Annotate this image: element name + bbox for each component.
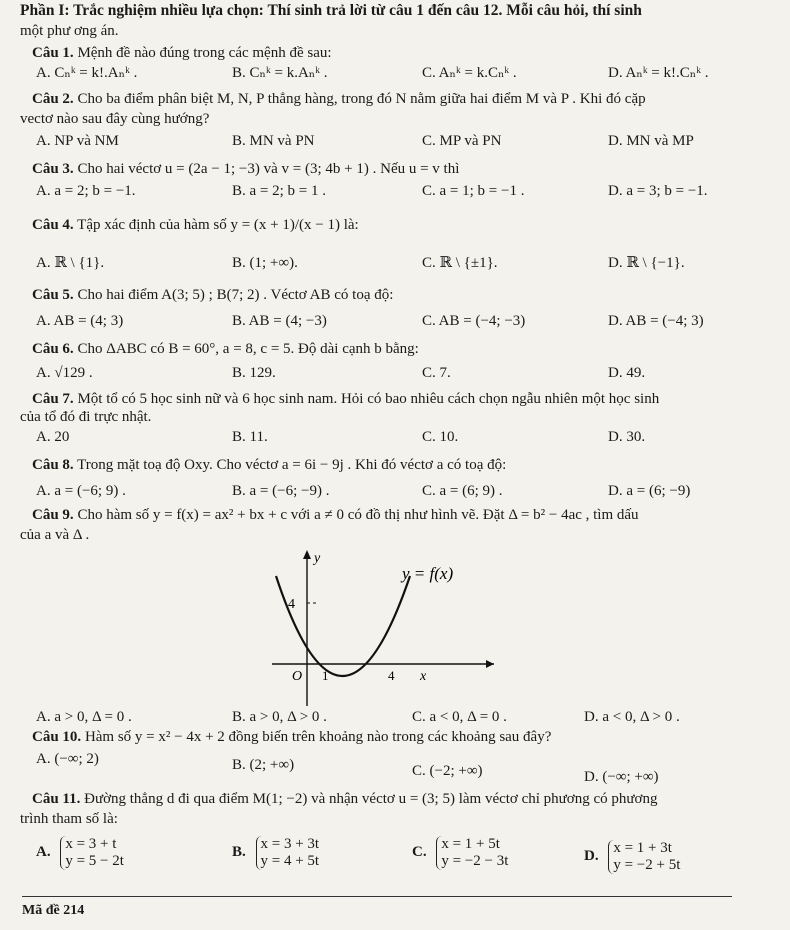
q5-option-a[interactable]: A. AB = (4; 3) (36, 313, 124, 329)
q9-option-b[interactable]: B. a > 0, Δ > 0 . (232, 709, 327, 725)
q10-option-c[interactable]: C. (−2; +∞) (412, 763, 483, 779)
question-8: Câu 8. Trong mặt toạ độ Oxy. Cho véctơ a = 6i − 9j . Khi đó véctơ a có toạ độ: (32, 457, 507, 473)
q3-option-c[interactable]: C. a = 1; b = −1 . (422, 183, 525, 199)
q3-option-a[interactable]: A. a = 2; b = −1. (36, 183, 136, 199)
q4-option-a[interactable]: A. ℝ \ {1}. (36, 255, 105, 271)
q6-option-c[interactable]: C. 7. (422, 365, 451, 381)
q11-option-c[interactable]: C. x = 1 + 5t y = −2 − 3t (412, 836, 509, 869)
q3-option-b[interactable]: B. a = 2; b = 1 . (232, 183, 326, 199)
q5-option-d[interactable]: D. AB = (−4; 3) (608, 313, 704, 329)
q1-option-a[interactable]: A. Cₙᵏ = k!.Aₙᵏ . (36, 65, 138, 81)
q8-option-b[interactable]: B. a = (−6; −9) . (232, 483, 330, 499)
q7-option-d[interactable]: D. 30. (608, 429, 646, 445)
question-3: Câu 3. Cho hai véctơ u = (2a − 1; −3) và v = (3; 4b + 1) . Nếu u = v thì (32, 161, 460, 177)
question-4: Câu 4. Tập xác định của hàm số y = (x + 1)/(x − 1) là: (32, 217, 359, 233)
y-axis-label: y (314, 551, 321, 566)
question-9-cont: của a và Δ . (20, 527, 90, 543)
q4-option-b[interactable]: B. (1; +∞). (232, 255, 298, 271)
q7-option-c[interactable]: C. 10. (422, 429, 459, 445)
q5-option-b[interactable]: B. AB = (4; −3) (232, 313, 327, 329)
q10-option-b[interactable]: B. (2; +∞) (232, 757, 295, 773)
question-11: Câu 11. Đường thẳng d đi qua điểm M(1; −2) và nhận véctơ u = (3; 5) làm véctơ chỉ phương có phương (32, 791, 658, 807)
q1-option-d[interactable]: D. Aₙᵏ = k!.Cₙᵏ . (608, 65, 709, 81)
q1-option-b[interactable]: B. Cₙᵏ = k.Aₙᵏ . (232, 65, 328, 81)
q10-option-d[interactable]: D. (−∞; +∞) (584, 769, 659, 785)
q11-option-b[interactable]: B. x = 3 + 3t y = 4 + 5t (232, 836, 320, 869)
question-11-cont: trình tham số là: (20, 811, 118, 827)
q7-option-a[interactable]: A. 20 (36, 429, 70, 445)
q8-option-d[interactable]: D. a = (6; −9) (608, 483, 691, 499)
question-5: Câu 5. Cho hai điểm A(3; 5) ; B(7; 2) . Véctơ AB có toạ độ: (32, 287, 394, 303)
q9-option-d[interactable]: D. a < 0, Δ > 0 . (584, 709, 680, 725)
q11-option-d[interactable]: D. x = 1 + 3t y = −2 + 5t (584, 840, 681, 873)
q11-option-a[interactable]: A. x = 3 + t y = 5 − 2t (36, 836, 124, 869)
exam-code: Mã đề 214 (22, 903, 85, 918)
q6-option-d[interactable]: D. 49. (608, 365, 646, 381)
q1-option-c[interactable]: C. Aₙᵏ = k.Cₙᵏ . (422, 65, 517, 81)
question-6: Câu 6. Cho ΔABC có B = 60°, a = 8, c = 5. Độ dài cạnh b bằng: (32, 341, 419, 357)
question-1: Câu 1. Mệnh đề nào đúng trong các mệnh đề sau: (32, 45, 332, 61)
x-axis-label: x (420, 669, 427, 684)
q4-option-c[interactable]: C. ℝ \ {±1}. (422, 255, 498, 271)
part-title: Phần I: Trắc nghiệm nhiều lựa chọn: Thí sinh trả lời từ câu 1 đến câu 12. Mỗi câu hỏi, thí sinh (20, 2, 642, 19)
q9-option-c[interactable]: C. a < 0, Δ = 0 . (412, 709, 507, 725)
q8-option-c[interactable]: C. a = (6; 9) . (422, 483, 503, 499)
q2-option-d[interactable]: D. MN và MP (608, 133, 694, 149)
question-9: Câu 9. Cho hàm số y = f(x) = ax² + bx + c với a ≠ 0 có đồ thị như hình vẽ. Đặt Δ = b² − 4ac , tìm dấu (32, 507, 639, 523)
q2-option-a[interactable]: A. NP và NM (36, 133, 119, 149)
part-title-cont: một phư ơng án. (20, 23, 119, 39)
question-2: Câu 2. Cho ba điểm phân biệt M, N, P thẳng hàng, trong đó N nằm giữa hai điểm M và P . Khi đó cặp (32, 91, 646, 107)
q7-option-b[interactable]: B. 11. (232, 429, 268, 445)
q10-option-a[interactable]: A. (−∞; 2) (36, 751, 99, 767)
q8-option-a[interactable]: A. a = (−6; 9) . (36, 483, 126, 499)
q9-option-a[interactable]: A. a > 0, Δ = 0 . (36, 709, 132, 725)
q2-option-c[interactable]: C. MP và PN (422, 133, 502, 149)
question-2-cont: vectơ nào sau đây cùng hướng? (20, 111, 210, 127)
question-7: Câu 7. Một tổ có 5 học sinh nữ và 6 học sinh nam. Hỏi có bao nhiêu cách chọn ngẫu nhiên một học sinh (32, 391, 660, 407)
q3-option-d[interactable]: D. a = 3; b = −1. (608, 183, 708, 199)
x-axis-arrow-icon (486, 660, 494, 668)
q2-option-b[interactable]: B. MN và PN (232, 133, 315, 149)
footer-divider (22, 896, 732, 897)
parabola-curve (276, 576, 410, 676)
q6-option-a[interactable]: A. √129 . (36, 365, 93, 381)
tick-y-4: 4 (288, 597, 295, 612)
tick-x-4: 4 (388, 668, 395, 683)
q4-option-d[interactable]: D. ℝ \ {−1}. (608, 255, 685, 271)
y-axis-arrow-icon (303, 550, 311, 559)
parabola-graph (262, 546, 502, 711)
question-7-cont: của tổ đó đi trực nhật. (20, 409, 152, 425)
q6-option-b[interactable]: B. 129. (232, 365, 276, 381)
tick-x-1: 1 (322, 668, 329, 683)
question-10: Câu 10. Hàm số y = x² − 4x + 2 đồng biến trên khoảng nào trong các khoảng sau đây? (32, 729, 552, 745)
function-label: y = f(x) (402, 564, 454, 583)
origin-label: O (292, 669, 303, 684)
q5-option-c[interactable]: C. AB = (−4; −3) (422, 313, 526, 329)
